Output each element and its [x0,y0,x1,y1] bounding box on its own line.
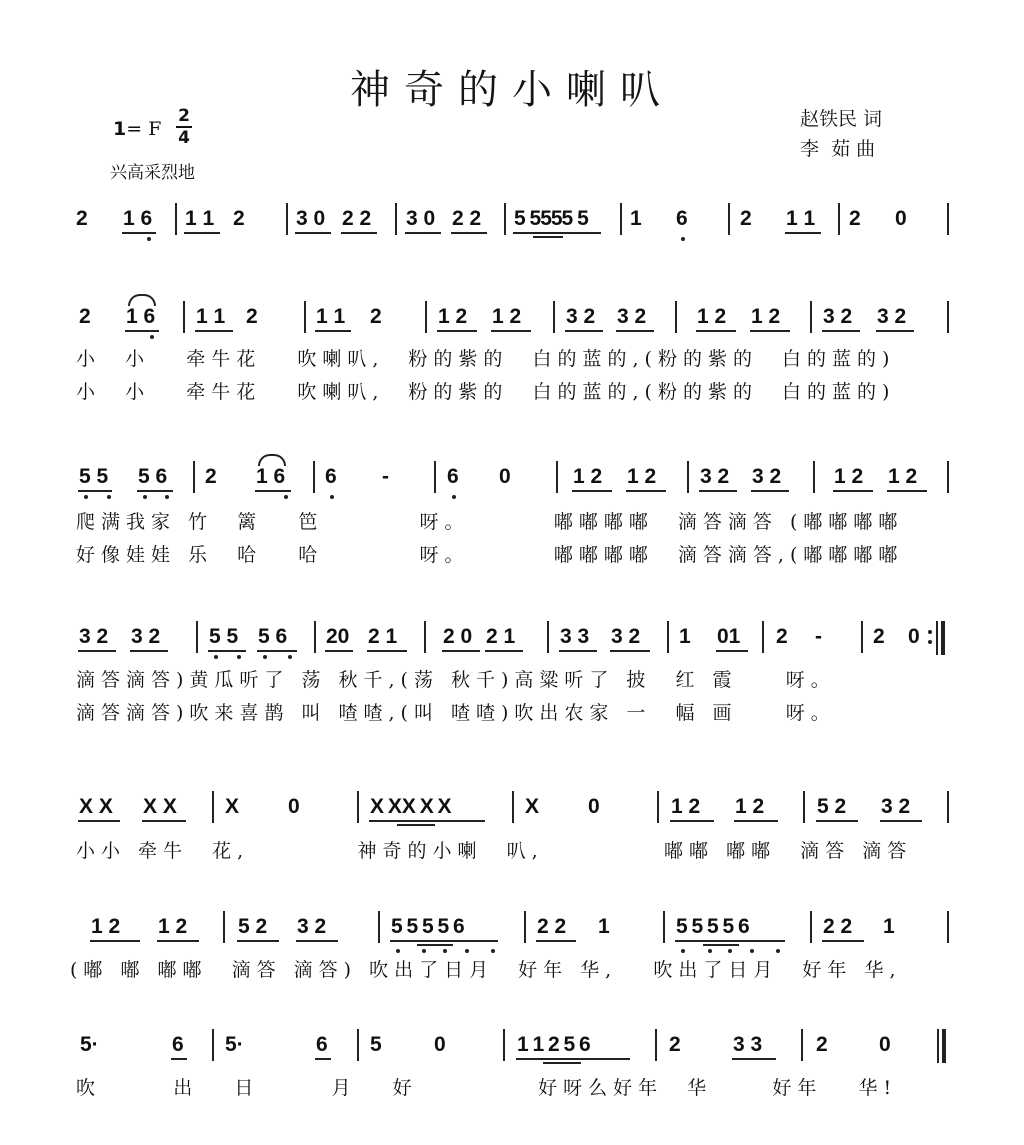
underline [157,940,199,942]
repeat-thick-barline [941,621,945,655]
note: 1 2 [697,305,727,328]
low-octave-dot [107,495,111,499]
barline [512,791,514,823]
note: 1 [883,915,895,938]
note: 5 6 [258,625,288,648]
barline [803,791,805,823]
note: 2 2 [342,207,372,230]
low-octave-dot [776,949,780,953]
lyrics-verse-1: 小 小 牵牛花 吹喇叭, 粉的紫的 白的蓝的,(粉的紫的 白的蓝的) [76,348,896,370]
note: 1 2 [492,305,522,328]
note: 3 2 [877,305,907,328]
barline [687,461,689,493]
composer: 李 茹 曲 [800,138,876,160]
note: 1 6 [256,465,286,488]
barline [801,1029,803,1061]
barline [547,621,549,653]
note: - [382,465,389,488]
key-tonic: 1 [113,118,127,140]
score-row-4 [0,625,1024,665]
barline [762,621,764,653]
barline [810,911,812,943]
note: 1 2 [91,915,121,938]
score-row-7 [0,1033,1024,1073]
score-row-2 [0,305,1024,345]
underline [142,820,186,822]
barline [503,1029,505,1061]
note: 1 2 [834,465,864,488]
note: 0 [908,625,920,648]
low-octave-dot [491,949,495,953]
underline [78,820,120,822]
underline [750,330,790,332]
underline [442,650,480,652]
underline [880,820,922,822]
underline [296,940,338,942]
underline [887,490,927,492]
barline [947,791,949,823]
note: 01 [717,625,741,648]
note: 2 [76,207,88,230]
underline [675,940,785,942]
barline [504,203,506,235]
note: 2 [79,305,91,328]
low-octave-dot [452,495,456,499]
note: X XX X X [370,795,452,818]
underline [130,650,168,652]
low-octave-dot [708,949,712,953]
note: 5 5 [209,625,239,648]
barline [947,203,949,235]
underline [325,650,353,652]
score-row-1 [0,207,1024,247]
note: 3 0 [296,207,326,230]
note: 3 0 [406,207,436,230]
note: 2 [740,207,752,230]
barline [556,461,558,493]
barline [286,203,288,235]
note: 3 2 [823,305,853,328]
double-underline [703,944,739,946]
barline [838,203,840,235]
lyrics: 吹 出 日 月 好 好呀么好年 华 好年 华! [76,1077,898,1099]
barline [434,461,436,493]
lyrics: (嘟 嘟 嘟嘟 滴答 滴答) 吹出了日月 好年 华, 吹出了日月 好年 华, [70,959,902,981]
underline [341,232,377,234]
lyrics-verse-2: 小 小 牵牛花 吹喇叭, 粉的紫的 白的蓝的,(粉的紫的 白的蓝的) [76,381,896,403]
low-octave-dot [214,655,218,659]
low-octave-dot [396,949,400,953]
double-underline [533,236,563,238]
underline [572,490,612,492]
note: 1 [598,915,610,938]
underline [822,330,860,332]
note: 2 [873,625,885,648]
note: 2 1 [368,625,398,648]
note: 6 [172,1033,184,1056]
low-octave-dot [681,237,685,241]
note: 3 2 [297,915,327,938]
note: 5 5 5 5 6 [676,915,749,938]
note: 2 0 [443,625,473,648]
underline [751,490,789,492]
note: 2 2 [452,207,482,230]
underline [485,650,523,652]
note: 1 1 [316,305,346,328]
note: 2 [370,305,382,328]
barline [813,461,815,493]
barline [947,461,949,493]
underline [559,650,597,652]
low-octave-dot [147,237,151,241]
underline [125,330,159,332]
lyrics-verse-2: 滴答滴答)吹来喜鹊 叫 喳喳,(叫 喳喳)吹出农家 一 幅 画 呀。 [76,702,836,724]
barline [861,621,863,653]
note: 0 [499,465,511,488]
barline [675,301,677,333]
note: 3 2 [752,465,782,488]
note: 3 3 [560,625,590,648]
barline [728,203,730,235]
note: 2 [669,1033,681,1056]
note: 5 5555 5 [514,207,588,230]
barline [524,911,526,943]
underline [122,232,156,234]
note: 6 [325,465,337,488]
note: 1 6 [123,207,153,230]
underline [390,940,498,942]
note: 2 1 [486,625,516,648]
low-octave-dot [237,655,241,659]
underline [451,232,487,234]
lyricist: 赵铁民 词 [800,108,883,130]
note: 5 2 [817,795,847,818]
note: 5· [225,1033,244,1056]
low-octave-dot [263,655,267,659]
underline [513,232,601,234]
barline [424,621,426,653]
note: 2 2 [823,915,853,938]
lyrics-verse-1: 滴答滴答)黄瓜听了 荡 秋千,(荡 秋千)高粱听了 披 红 霞 呀。 [76,669,836,691]
underline [610,650,650,652]
note: 0 [879,1033,891,1056]
barline [947,301,949,333]
barline [357,1029,359,1061]
underline [367,650,407,652]
repeat-thin-barline [936,621,938,655]
barline [183,301,185,333]
underline [208,650,246,652]
note: 1 1 2 5 6 [517,1033,590,1056]
time-signature [176,107,192,147]
note: 6 [676,207,688,230]
barline [657,791,659,823]
credits [800,104,882,164]
underline [536,940,576,942]
low-octave-dot [150,335,154,339]
lyrics-verse-1: 爬满我家 竹 篱 笆 呀。 嘟嘟嘟嘟 滴答滴答 (嘟嘟嘟嘟 [76,511,904,533]
note: 5 2 [238,915,268,938]
barline [395,203,397,235]
low-octave-dot [165,495,169,499]
barline [553,301,555,333]
note: 3 2 [611,625,641,648]
underline [137,490,173,492]
low-octave-dot [750,949,754,953]
note: 20 [326,625,350,648]
underline [369,820,485,822]
low-octave-dot [422,949,426,953]
note: 1 [630,207,642,230]
final-thin-barline [937,1029,939,1063]
note: 1 2 [888,465,918,488]
note: X [525,795,540,818]
note: - [815,625,822,648]
double-underline [397,824,435,826]
underline [616,330,654,332]
barline [212,791,214,823]
underline [237,940,279,942]
note: 0 [588,795,600,818]
note: 3 3 [733,1033,763,1056]
low-octave-dot [84,495,88,499]
double-underline [417,944,453,946]
score-row-3 [0,465,1024,505]
barline [313,461,315,493]
underline [295,232,331,234]
note: 2 [233,207,245,230]
score-row-6 [0,915,1024,955]
time-signature-top: 2 [178,106,190,126]
note: 1 2 [573,465,603,488]
underline [315,330,351,332]
note: 2 [776,625,788,648]
note: 1 2 [627,465,657,488]
lyrics-verse-2: 好像娃娃 乐 哈 哈 呀。 嘟嘟嘟嘟 滴答滴答,(嘟嘟嘟嘟 [76,544,904,566]
barline [947,911,949,943]
note: 1 [679,625,691,648]
score-row-5 [0,795,1024,835]
barline [620,203,622,235]
barline [655,1029,657,1061]
note: 0 [895,207,907,230]
note: 3 2 [566,305,596,328]
underline [184,232,220,234]
barline [193,461,195,493]
note: 1 6 [126,305,156,328]
note: 1 2 [438,305,468,328]
note: 3 2 [617,305,647,328]
note: 5 5 [79,465,109,488]
note: X [225,795,240,818]
barline [304,301,306,333]
note: 6 [316,1033,328,1056]
low-octave-dot [465,949,469,953]
note: 0 [288,795,300,818]
low-octave-dot [728,949,732,953]
underline [876,330,914,332]
tempo-marking: 兴高采烈地 [110,163,195,183]
barline [667,621,669,653]
underline [785,232,821,234]
underline [78,490,112,492]
key-value: = F [126,118,162,140]
note: 3 2 [131,625,161,648]
barline [378,911,380,943]
repeat-dot [928,640,932,644]
underline [670,820,714,822]
note: 1 2 [735,795,765,818]
underline [833,490,873,492]
underline [565,330,603,332]
low-octave-dot [330,495,334,499]
low-octave-dot [284,495,288,499]
barline [212,1029,214,1061]
underline [816,820,858,822]
final-thick-barline [942,1029,946,1063]
barline [810,301,812,333]
note: 2 [246,305,258,328]
note: 6 [447,465,459,488]
note: 1 1 [786,207,816,230]
note: 1 2 [751,305,781,328]
underline [626,490,666,492]
underline [195,330,233,332]
note: 5· [80,1033,99,1056]
barline [175,203,177,235]
double-underline [543,1062,581,1064]
underline [491,330,531,332]
underline [257,650,297,652]
underline [90,940,140,942]
low-octave-dot [143,495,147,499]
underline [516,1058,630,1060]
low-octave-dot [443,949,447,953]
underline [171,1058,187,1060]
note: 5 5 5 5 6 [391,915,464,938]
underline [437,330,477,332]
repeat-dot [928,630,932,634]
note: 2 [205,465,217,488]
note: X X [143,795,177,818]
note: 2 2 [537,915,567,938]
underline [699,490,737,492]
note: 1 1 [196,305,226,328]
note: 5 6 [138,465,168,488]
lyrics: 小小 牵牛 花, 神奇的小喇 叭, 嘟嘟 嘟嘟 滴答 滴答 [76,840,913,862]
barline [663,911,665,943]
note: 1 1 [185,207,215,230]
note: 1 2 [671,795,701,818]
underline [732,1058,776,1060]
key-signature [113,118,161,140]
underline [315,1058,331,1060]
underline [255,490,291,492]
note: 2 [849,207,861,230]
note: 3 2 [700,465,730,488]
note: 0 [434,1033,446,1056]
underline [716,650,748,652]
barline [196,621,198,653]
barline [425,301,427,333]
underline [734,820,778,822]
barline [357,791,359,823]
note: 3 2 [881,795,911,818]
underline [405,232,441,234]
low-octave-dot [288,655,292,659]
underline [822,940,864,942]
note: 3 2 [79,625,109,648]
underline [78,650,116,652]
barline [314,621,316,653]
underline [696,330,736,332]
time-signature-bottom: 4 [178,128,190,148]
low-octave-dot [681,949,685,953]
note: 2 [816,1033,828,1056]
note: 1 2 [158,915,188,938]
barline [223,911,225,943]
note: X X [79,795,113,818]
note: 5 [370,1033,382,1056]
song-title: 神奇的小喇叭 [350,67,674,113]
